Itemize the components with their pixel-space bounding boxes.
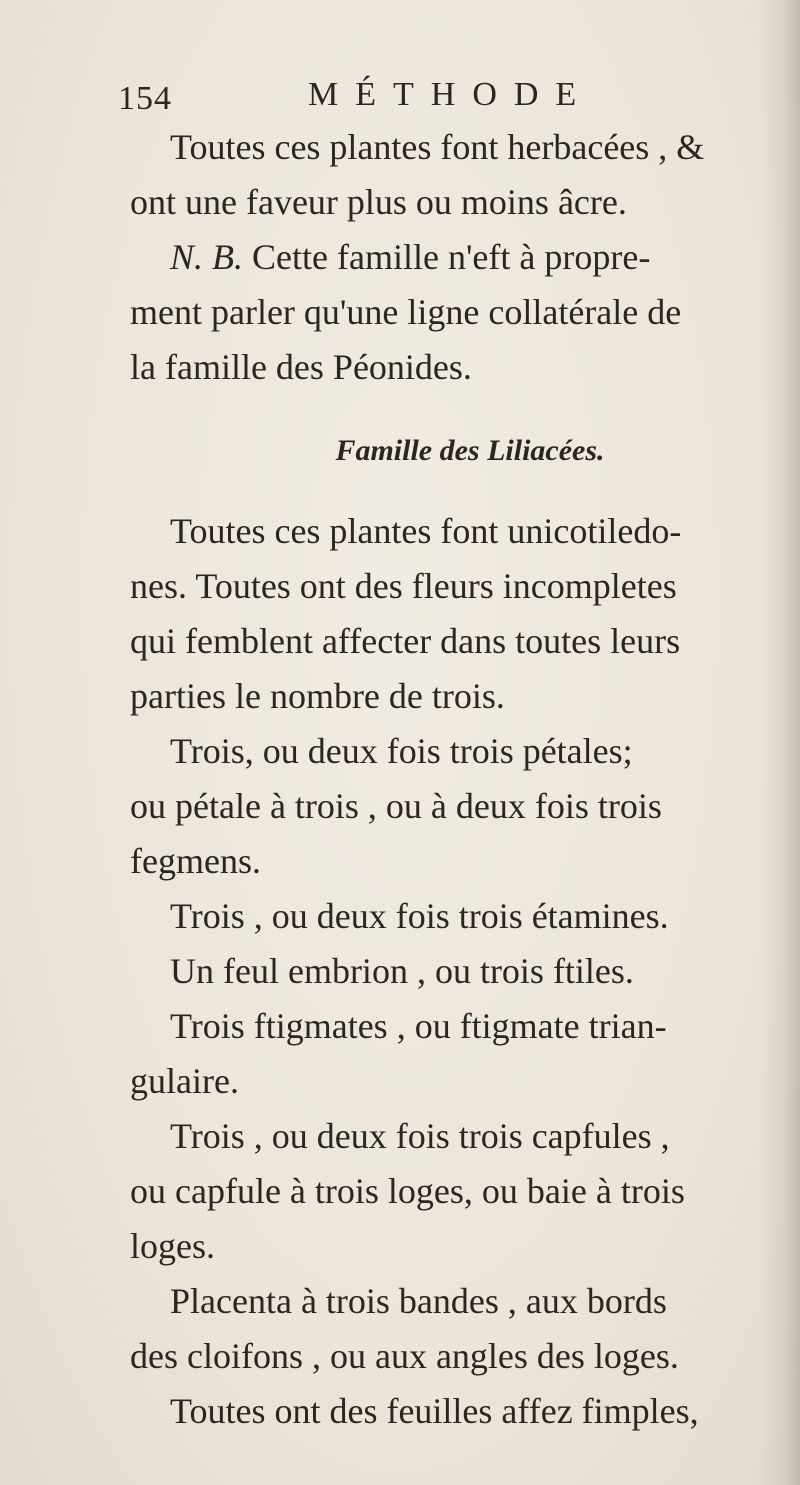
text-line-rest: Cette famille n'eft à propre- — [252, 237, 651, 277]
text-line: Trois , ou deux fois trois capfules , — [170, 1116, 670, 1156]
running-title: MÉTHODE — [308, 76, 594, 113]
text-line: Trois, ou deux fois trois pétales; — [170, 731, 633, 771]
text-line: Toutes ces plantes font herbacées , & — [170, 127, 705, 167]
text-line: Toutes ces plantes font unicotiledo- — [170, 511, 682, 551]
page-text — [130, 120, 770, 1439]
text-line: Trois ftigmates , ou ftigmate trian- — [170, 1006, 667, 1046]
text-line: qui femblent affecter dans toutes leurs — [130, 621, 681, 661]
text-line: nes. Toutes ont des fleurs incompletes — [130, 566, 677, 606]
nb-label: N. B. — [170, 237, 244, 277]
text-line: Trois , ou deux fois trois étamines. — [170, 896, 669, 936]
text-line: Placenta à trois bandes , aux bords — [170, 1281, 667, 1321]
text-line: parties le nombre de trois. — [130, 676, 505, 716]
section-heading: Famille des Liliacées. — [335, 434, 605, 467]
text-line: ou pétale à trois , ou à deux fois trois — [130, 786, 662, 826]
text-line: Toutes ont des feuilles affez fimples, — [170, 1391, 699, 1431]
text-line: gulaire. — [130, 1061, 239, 1101]
text-line: la famille des Péonides. — [130, 347, 472, 387]
text-line — [130, 230, 770, 285]
text-line: Un feul embrion , ou trois ftiles. — [170, 951, 634, 991]
text-line: loges. — [130, 1226, 215, 1266]
page-header — [118, 70, 638, 126]
text-line: ou capfule à trois loges, ou baie à trois — [130, 1171, 685, 1211]
text-line: ment parler qu'une ligne collatérale de — [130, 292, 682, 332]
text-line: des cloifons , ou aux angles des loges. — [130, 1336, 679, 1376]
text-line: fegmens. — [130, 841, 261, 881]
page-number: 154 — [118, 80, 172, 117]
text-line: ont une faveur plus ou moins âcre. — [130, 182, 627, 222]
